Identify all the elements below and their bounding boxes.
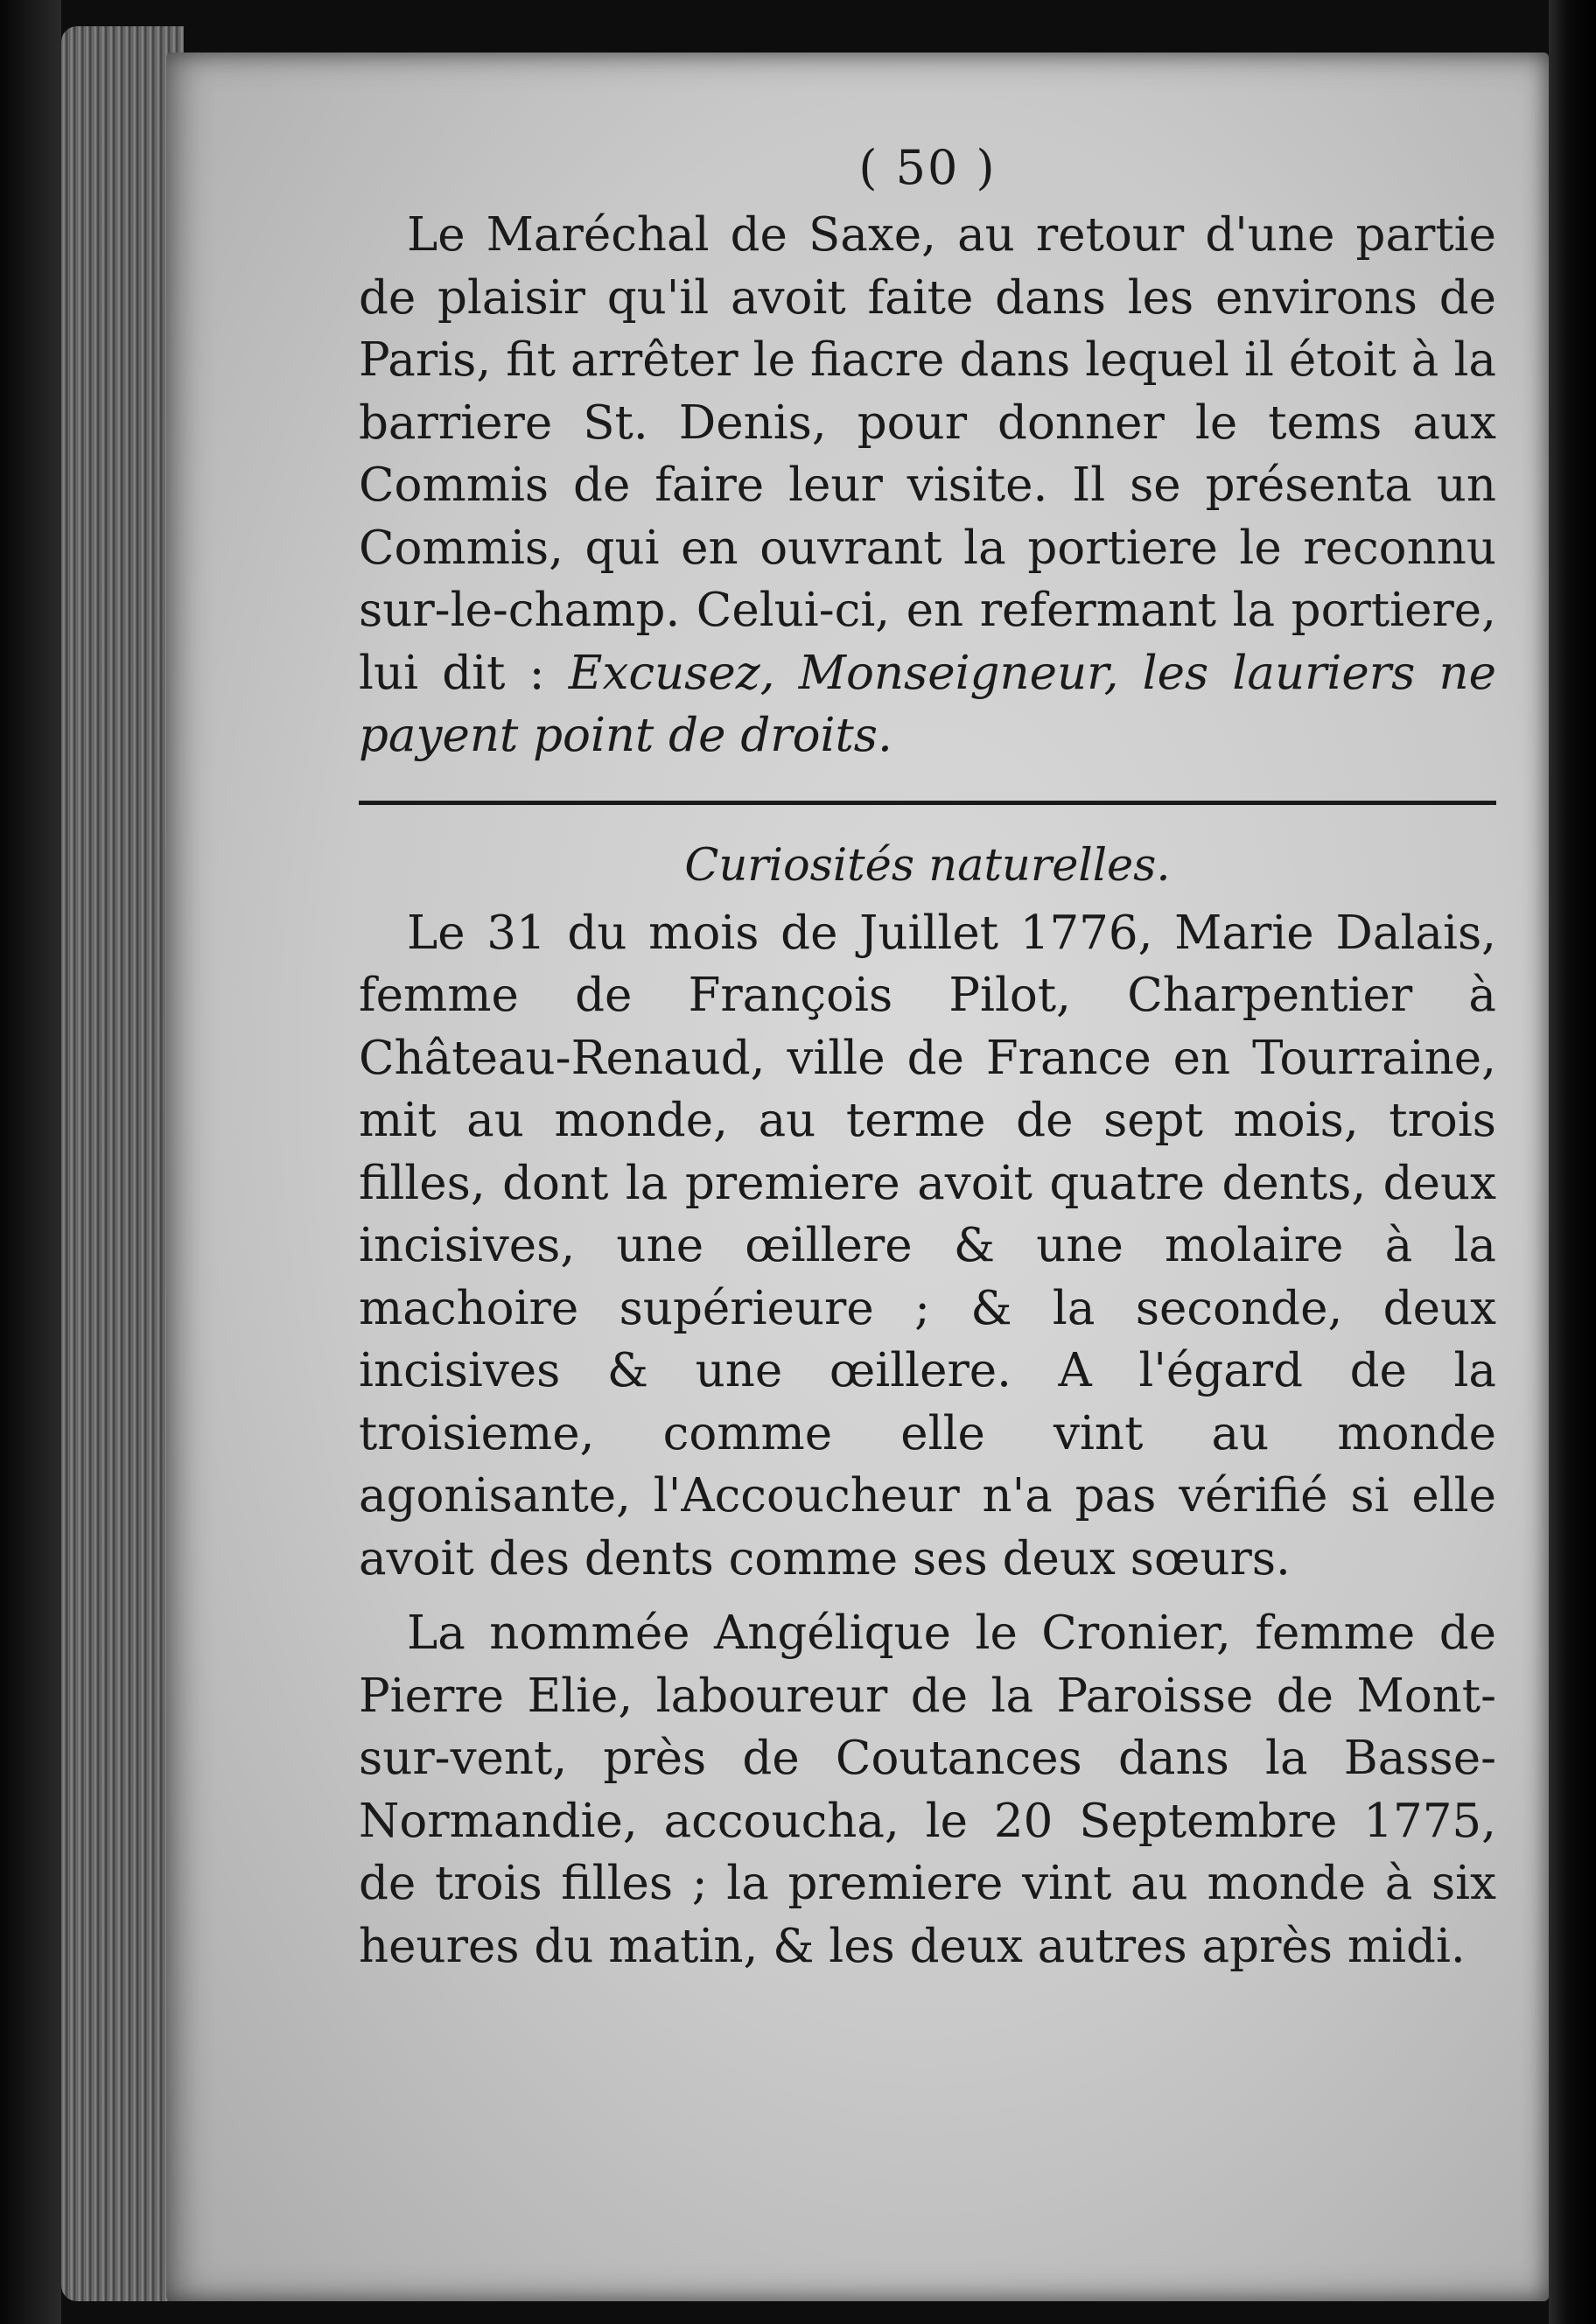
- paragraph-triplets-1775: La nommée Angélique le Cronier, femme de Pierre Elie, laboureur de la Paroisse de Mont-sur-vent, près de Coutances dans la Basse-Normandie, accoucha, le 20 Septembre 1775, de trois filles ; la premiere vint au monde à six heures du matin, & les deux autres après midi.: [359, 1606, 1496, 1973]
- section-divider: [359, 801, 1496, 805]
- page-edges: [61, 26, 184, 2301]
- anecdote-paragraph: [359, 204, 1496, 767]
- page-number: ( 50 ): [858, 140, 997, 195]
- page-text: [359, 140, 1496, 1978]
- section-heading: Curiosités naturelles.: [684, 839, 1171, 892]
- facing-page-edge: [1549, 0, 1596, 2324]
- book-spine: [0, 0, 61, 2324]
- paragraph-triplets-1776: Le 31 du mois de Juillet 1776, Marie Dalais, femme de François Pilot, Charpentier à Château-Renaud, ville de France en Tourraine, mit au monde, au terme de sept mois, trois filles, dont la premiere avoit quatre dents, deux incisives, une œillere & une molaire à la machoire supérieure ; & la seconde, deux incisives & une œillere. A l'égard de la troisieme, comme elle vint au monde agonisante, l'Accoucheur n'a pas vérifié si elle avoit des dents comme ses deux sœurs.: [359, 906, 1496, 1586]
- anecdote-text: Le Maréchal de Saxe, au retour d'une partie de plaisir qu'il avoit faite dans les environs de Paris, fit arrêter le fiacre dans lequel il étoit à la barriere St. Denis, pour donner le tems aux Commis de faire leur visite. Il se présenta un Commis, qui en ouvrant la portiere le reconnu sur-le-champ. Celui-ci, en refermant la portiere, lui dit :: [359, 208, 1496, 700]
- anecdote-quote: Excusez, Monseigneur, les lauriers ne payent point de droits.: [359, 646, 1496, 762]
